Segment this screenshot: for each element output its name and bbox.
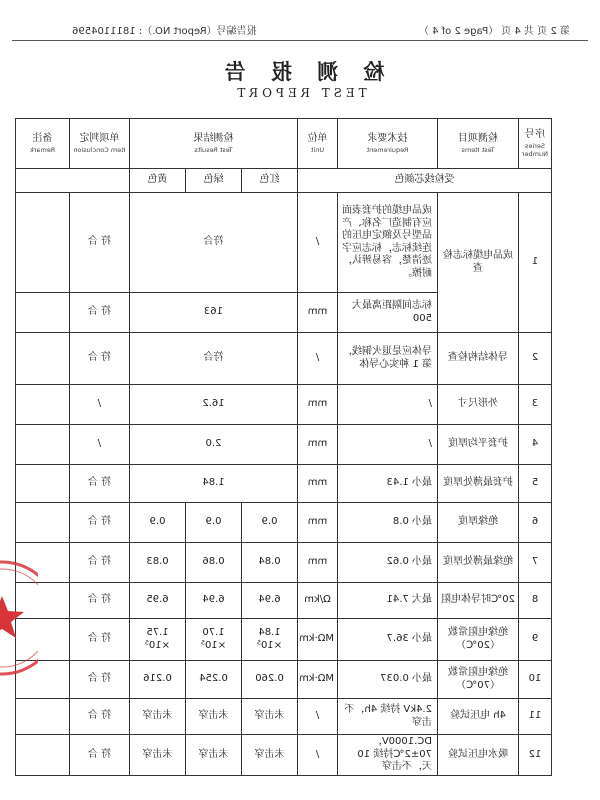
cell-value: 未击穿: [129, 699, 185, 735]
cell-requirement: 最小 36.7: [338, 619, 438, 661]
cell-serial: 1: [519, 193, 552, 333]
color-green: 绿色: [186, 169, 242, 193]
cell-value: 163: [129, 293, 297, 333]
cell-item: 外形尺寸: [438, 385, 519, 425]
cell-value: 未击穿: [186, 735, 242, 776]
header-unit: 单位 Unit: [298, 119, 338, 169]
table-row: [15, 619, 551, 661]
cell-value: 0.216: [129, 661, 185, 699]
cell-value: 未击穿: [242, 699, 298, 735]
cell-remark: [15, 193, 69, 293]
cell-value: 6.95: [129, 583, 185, 619]
table-row: [15, 425, 551, 465]
cell-unit: /: [298, 735, 338, 776]
cell-conclusion: 符 合: [69, 193, 129, 293]
cell-unit: mm: [298, 385, 338, 425]
page-info: 第 2 页 共 4 页 （Page 2 of 4 ）: [418, 26, 570, 37]
cell-serial: 4: [519, 425, 552, 465]
cell-requirement: /: [338, 425, 438, 465]
cell-remark: [15, 503, 69, 543]
cell-value: 0.84: [242, 543, 298, 583]
red-seal-stamp: [0, 548, 38, 688]
page-header: [12, 22, 588, 38]
table-row: [15, 543, 551, 583]
cell-value: 1.84: [129, 465, 297, 503]
header-requirement: 技术要求 Requirement: [338, 119, 438, 169]
cell-item: 4h 电压试验: [438, 699, 519, 735]
report-title-en: TEST REPORT: [233, 86, 367, 100]
cell-value: 0.260: [242, 661, 298, 699]
cell-requirement: 导体应是退火铜线，第 1 种实心导体: [338, 333, 438, 385]
report-title: 检 测 报 告: [215, 60, 385, 84]
cell-item: 绝缘电阻常数（20℃）: [438, 619, 519, 661]
cell-requirement: 成品电缆的护套表面应有制造厂名称、产品型号及额定电压的连续标志，标志应字迹清楚，容易辨认，耐擦。: [338, 193, 438, 293]
cell-value: 16.2: [129, 385, 297, 425]
cell-requirement: 最大 7.41: [338, 583, 438, 619]
cell-unit: /: [298, 699, 338, 735]
header-conclusion: 单项判定 Item Conclusion: [69, 119, 129, 169]
cell-serial: 11: [519, 699, 552, 735]
cell-value: 未击穿: [129, 735, 185, 776]
cell-conclusion: 符 合: [69, 661, 129, 699]
header-item: 检测项目 Test Items: [438, 119, 519, 169]
cell-unit: MΩ·km: [298, 619, 338, 661]
cell-requirement: 2.4kV 持续 4h，不击穿: [338, 699, 438, 735]
header-results: 检测结果 Test Results: [129, 119, 297, 169]
cell-value: 未击穿: [186, 699, 242, 735]
star-icon: [0, 596, 24, 638]
cell-value: 6.94: [242, 583, 298, 619]
cell-serial: 10: [519, 661, 552, 699]
cell-requirement: 最小 0.037: [338, 661, 438, 699]
cell-value: 符合: [129, 333, 297, 385]
cell-requirement: /: [338, 385, 438, 425]
cell-unit: Ω/km: [298, 583, 338, 619]
table-row: [15, 735, 551, 776]
cell-conclusion: /: [69, 425, 129, 465]
table-row: [15, 503, 551, 543]
cell-item: 护套平均厚度: [438, 425, 519, 465]
cell-item: 20℃时导体电阻: [438, 583, 519, 619]
cell-unit: /: [298, 333, 338, 385]
cell-remark: [15, 465, 69, 503]
cell-value: 未击穿: [242, 735, 298, 776]
table-row: [15, 661, 551, 699]
cell-conclusion: 符 合: [69, 333, 129, 385]
cell-serial: 5: [519, 465, 552, 503]
cell-requirement: 最小 0.8: [338, 503, 438, 543]
cell-unit: mm: [298, 543, 338, 583]
cell-value: 0.9: [129, 503, 185, 543]
cell-value: 符合: [129, 193, 297, 293]
cell-value: 0.9: [186, 503, 242, 543]
cell-unit: mm: [298, 425, 338, 465]
header-serial: 序号 Series Number: [519, 119, 552, 169]
cell-remark: [15, 699, 69, 735]
cell-serial: 8: [519, 583, 552, 619]
cell-remark: [15, 735, 69, 776]
cell-remark: [15, 333, 69, 385]
table-row: [15, 333, 551, 385]
color-red: 红色: [242, 169, 298, 193]
cell-unit: mm: [298, 503, 338, 543]
cell-item: 绝缘电阻常数（70℃）: [438, 661, 519, 699]
cell-serial: 12: [519, 735, 552, 776]
cell-conclusion: 符 合: [69, 619, 129, 661]
cell-unit: mm: [298, 293, 338, 333]
results-table: [15, 118, 552, 776]
cell-conclusion: 符 合: [69, 735, 129, 776]
cell-conclusion: 符 合: [69, 543, 129, 583]
section-label: 受检线芯颜色: [298, 169, 552, 193]
cell-item: 吸水电压试验: [438, 735, 519, 776]
table-row: [15, 385, 551, 425]
table-row: [15, 699, 551, 735]
cell-value: 2.0: [129, 425, 297, 465]
cell-value: 0.83: [129, 543, 185, 583]
cell-value: 6.94: [186, 583, 242, 619]
cell-value: 0.9: [242, 503, 298, 543]
cell-conclusion: 符 合: [69, 503, 129, 543]
cell-item: 成品电缆标志检查: [438, 193, 519, 333]
cell-requirement: DC.1000V，70±2℃持续 10 天，不击穿: [338, 735, 438, 776]
cell-value: 0.86: [186, 543, 242, 583]
cell-serial: 6: [519, 503, 552, 543]
table-row: [15, 465, 551, 503]
header-divider: [12, 40, 588, 41]
table-row: [15, 583, 551, 619]
cell-item: 绝缘最薄处厚度: [438, 543, 519, 583]
cell-value: 1.84 ×10⁵: [242, 619, 298, 661]
table-header-row: [15, 119, 551, 169]
color-row: [15, 169, 551, 193]
color-yellow: 黄色: [129, 169, 185, 193]
cell-item: 护套最薄处厚度: [438, 465, 519, 503]
cell-unit: MΩ·km: [298, 661, 338, 699]
cell-value: 1.70 ×10⁵: [186, 619, 242, 661]
cell-conclusion: 符 合: [69, 699, 129, 735]
cell-remark: [15, 293, 69, 333]
cell-requirement: 标志间隔距离最大500: [338, 293, 438, 333]
cell-item: 绝缘厚度: [438, 503, 519, 543]
cell-value: 1.75 ×10⁵: [129, 619, 185, 661]
cell-item: 导体结构检查: [438, 333, 519, 385]
cell-requirement: 最小 1.43: [338, 465, 438, 503]
cell-unit: mm: [298, 465, 338, 503]
table-row: [15, 193, 551, 293]
cell-unit: /: [298, 193, 338, 293]
cell-conclusion: 符 合: [69, 465, 129, 503]
cell-serial: 7: [519, 543, 552, 583]
report-number: 报告编号（Report NO.）: 1811104596: [72, 26, 257, 37]
cell-conclusion: 符 合: [69, 583, 129, 619]
cell-value: 0.254: [186, 661, 242, 699]
cell-serial: 3: [519, 385, 552, 425]
cell-remark: [15, 385, 69, 425]
cell-serial: 2: [519, 333, 552, 385]
cell-requirement: 最小 0.62: [338, 543, 438, 583]
cell-serial: 9: [519, 619, 552, 661]
cell-conclusion: 符 合: [69, 293, 129, 333]
header-remark: 备注 Remark: [15, 119, 69, 169]
cell-conclusion: /: [69, 385, 129, 425]
cell-remark: [15, 425, 69, 465]
